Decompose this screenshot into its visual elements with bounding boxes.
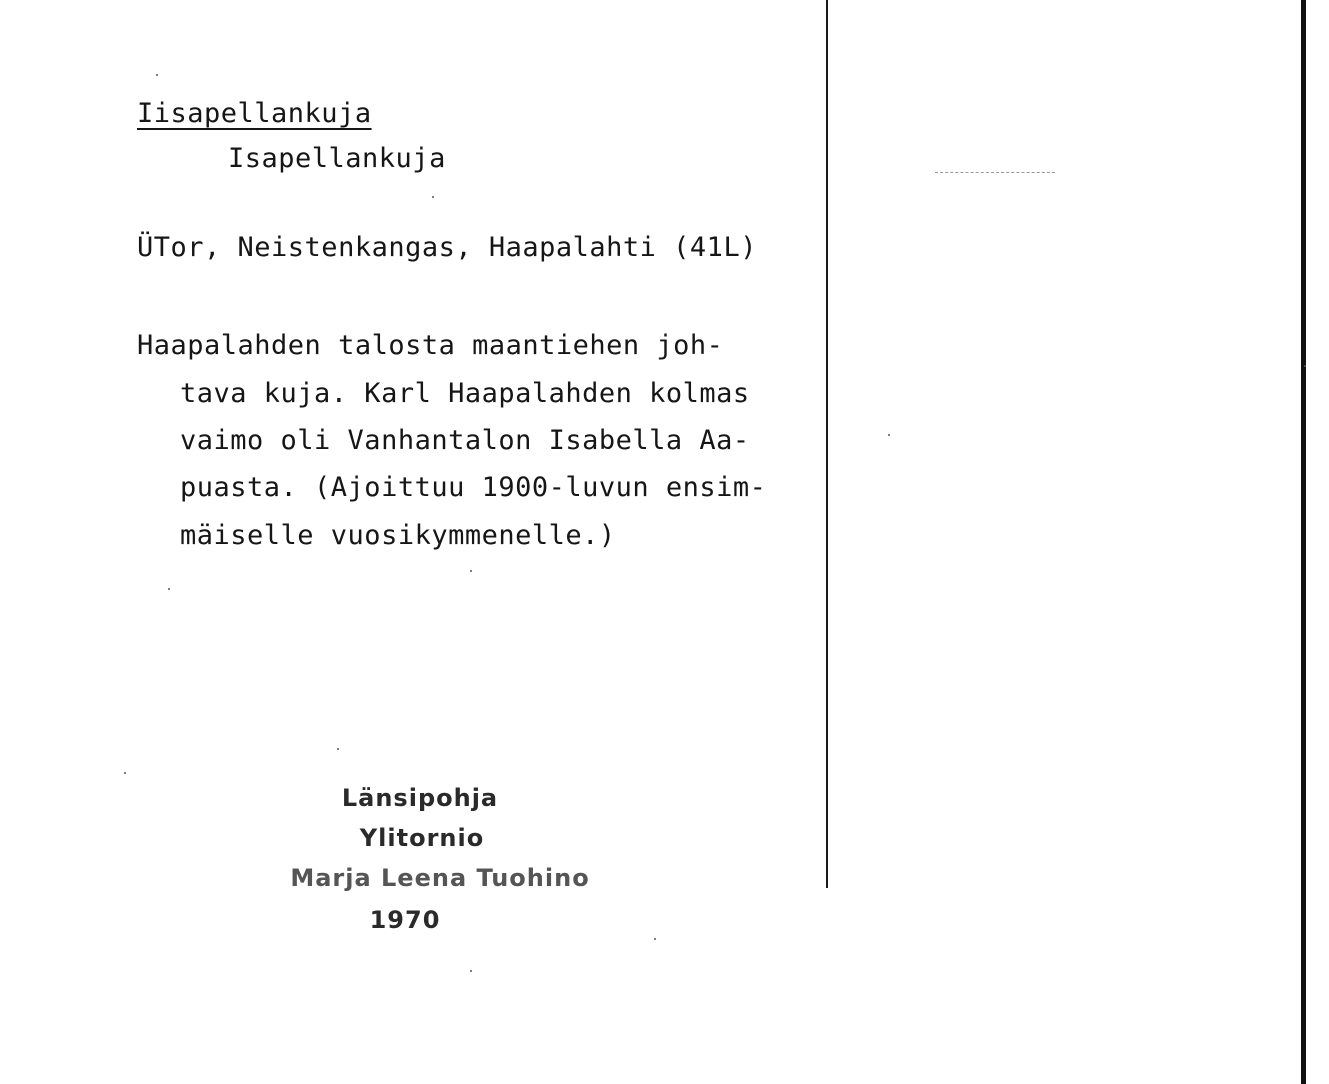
card-heading: Iisapellankuja [137,98,372,129]
scan-speck [168,588,170,590]
name-variant: Isapellankuja [228,143,446,174]
scan-speck [654,938,656,940]
scan-speck [1304,365,1306,367]
scan-speck [337,748,339,750]
description-line: puasta. (Ajoittuu 1900-luvun ensim- [180,472,767,503]
location-line: ÜTor, Neistenkangas, Haapalahti (41L) [137,232,757,263]
description-line: vaimo oli Vanhantalon Isabella Aa- [180,425,750,456]
scan-speck [432,196,434,198]
scan-speck [124,772,126,774]
description-line: Haapalahden talosta maantiehen joh- [137,330,724,361]
scan-speck [156,74,158,76]
vertical-rule-middle [826,0,828,888]
scan-speck [470,570,472,572]
stamp-municipality: Ylitornio [359,824,485,852]
stamp-region: Länsipohja [341,784,499,812]
stamp-collector: Marja Leena Tuohino [290,864,590,892]
description-line: tava kuja. Karl Haapalahden kolmas [180,378,750,409]
vertical-rule-right [1301,0,1306,1084]
description-line: mäiselle vuosikymmenelle.) [180,520,616,551]
faint-dashed-mark [935,172,1055,173]
scan-speck [888,434,890,436]
scan-speck [470,970,472,972]
stamp-year: 1970 [369,906,441,934]
